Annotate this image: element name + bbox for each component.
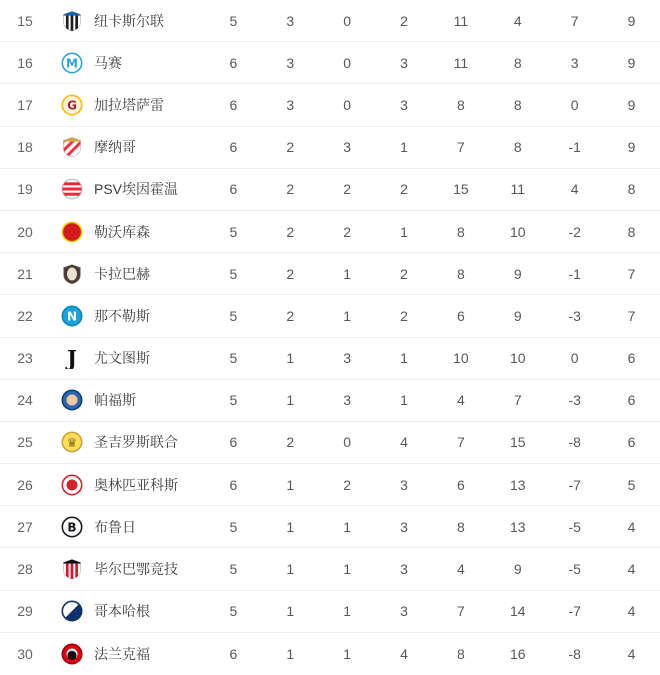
team-name: 帕福斯 xyxy=(94,392,136,409)
stat-draws: 1 xyxy=(343,561,352,578)
rank-number: 18 xyxy=(17,139,33,156)
stat-draws: 2 xyxy=(343,476,352,493)
stat-goals-for: 8 xyxy=(457,96,465,113)
stat-goal-diff: 0 xyxy=(570,350,579,367)
table-row[interactable] xyxy=(0,295,660,337)
team-name: 毕尔巴鄂竞技 xyxy=(94,561,178,578)
table-row[interactable] xyxy=(0,84,660,126)
rank-number: 15 xyxy=(17,12,33,29)
stat-wins: 1 xyxy=(286,645,295,662)
stat-goals-for: 11 xyxy=(453,54,469,71)
table-row[interactable] xyxy=(0,591,660,633)
stat-goals-for: 7 xyxy=(457,139,465,156)
stat-wins: 1 xyxy=(286,350,295,367)
svg-text:B: B xyxy=(67,520,77,535)
table-row[interactable] xyxy=(0,211,660,253)
stat-goals-for: 6 xyxy=(457,307,465,324)
stat-played: 5 xyxy=(229,223,238,240)
stat-draws: 0 xyxy=(343,54,352,71)
stat-points: 9 xyxy=(627,96,636,113)
team-name: 马赛 xyxy=(94,54,122,71)
rank-number: 16 xyxy=(17,54,33,71)
stat-goals-against: 10 xyxy=(510,223,526,240)
team-name: 哥本哈根 xyxy=(94,603,150,620)
table-row[interactable] xyxy=(0,42,660,84)
stat-wins: 2 xyxy=(286,307,295,324)
stat-goals-against: 11 xyxy=(510,181,526,198)
stat-draws: 2 xyxy=(343,223,352,240)
stat-points: 5 xyxy=(627,476,636,493)
stat-goal-diff: -5 xyxy=(568,518,581,535)
stat-played: 6 xyxy=(229,181,238,198)
rank-number: 25 xyxy=(17,434,33,451)
rank-number: 24 xyxy=(17,392,33,409)
rank-number: 26 xyxy=(17,476,33,493)
stat-draws: 0 xyxy=(343,12,352,29)
team-name: 布鲁日 xyxy=(94,518,136,535)
union-saint-gilloise-crest-icon xyxy=(50,431,94,453)
stat-wins: 2 xyxy=(286,265,295,282)
team-name: 卡拉巴赫 xyxy=(94,265,150,282)
stat-goal-diff: -3 xyxy=(568,307,581,324)
table-row[interactable] xyxy=(0,380,660,422)
psv-eindhoven-crest-icon xyxy=(50,178,94,200)
monaco-crest-icon xyxy=(50,136,94,158)
stat-draws: 1 xyxy=(343,265,352,282)
team-name: 尤文图斯 xyxy=(94,350,150,367)
stat-points: 8 xyxy=(627,223,636,240)
team-name: 圣吉罗斯联合 xyxy=(94,434,178,451)
rank-number: 19 xyxy=(17,181,33,198)
stat-goals-for: 7 xyxy=(457,603,465,620)
stat-points: 8 xyxy=(627,181,636,198)
team-name: 纽卡斯尔联 xyxy=(94,12,164,29)
olympiacos-crest-icon xyxy=(50,474,94,496)
galatasaray-crest-icon xyxy=(50,94,94,116)
pafos-crest-icon xyxy=(50,389,94,411)
svg-text:J: J xyxy=(67,347,77,370)
stat-points: 6 xyxy=(627,350,636,367)
rank-number: 27 xyxy=(17,518,33,535)
stat-goals-against: 4 xyxy=(513,12,522,29)
stat-goal-diff: -7 xyxy=(568,476,581,493)
stat-goal-diff: 3 xyxy=(570,54,579,71)
stat-goal-diff: -1 xyxy=(568,139,581,156)
stat-played: 5 xyxy=(229,350,238,367)
stat-points: 4 xyxy=(627,518,636,535)
stat-goal-diff: -8 xyxy=(568,645,581,662)
stat-goal-diff: 7 xyxy=(570,12,579,29)
stat-wins: 1 xyxy=(286,603,295,620)
stat-points: 9 xyxy=(627,12,636,29)
stat-goal-diff: 4 xyxy=(570,181,579,198)
team-name: 摩纳哥 xyxy=(94,139,136,156)
stat-goals-for: 8 xyxy=(457,518,465,535)
stat-goal-diff: -8 xyxy=(568,434,581,451)
table-row[interactable] xyxy=(0,169,660,211)
rank-number: 23 xyxy=(17,350,33,367)
stat-goals-against: 13 xyxy=(510,476,526,493)
stat-played: 5 xyxy=(229,603,238,620)
stat-played: 5 xyxy=(229,518,238,535)
stat-goal-diff: 0 xyxy=(570,96,579,113)
stat-losses: 3 xyxy=(400,603,408,620)
club-brugge-crest-icon xyxy=(50,516,94,538)
rank-number: 22 xyxy=(17,307,33,324)
svg-text:M: M xyxy=(66,56,78,71)
rank-number: 21 xyxy=(17,265,33,282)
stat-wins: 2 xyxy=(286,223,295,240)
stat-losses: 1 xyxy=(400,392,408,409)
stat-played: 6 xyxy=(229,476,238,493)
svg-text:●: ● xyxy=(66,647,78,662)
table-row[interactable] xyxy=(0,338,660,380)
stat-goals-for: 7 xyxy=(457,434,465,451)
stat-losses: 2 xyxy=(400,265,408,282)
table-row[interactable] xyxy=(0,422,660,464)
table-row[interactable] xyxy=(0,253,660,295)
athletic-bilbao-crest-icon xyxy=(50,558,94,580)
rank-number: 28 xyxy=(17,561,33,578)
stat-played: 6 xyxy=(229,645,238,662)
stat-played: 6 xyxy=(229,139,238,156)
stat-losses: 2 xyxy=(400,12,408,29)
stat-wins: 3 xyxy=(286,12,295,29)
stat-losses: 1 xyxy=(400,350,408,367)
stat-wins: 2 xyxy=(286,181,295,198)
juventus-crest-icon xyxy=(50,347,94,369)
stat-wins: 2 xyxy=(286,434,295,451)
stat-points: 7 xyxy=(627,307,636,324)
table-row[interactable] xyxy=(0,464,660,506)
stat-draws: 1 xyxy=(343,603,352,620)
stat-draws: 1 xyxy=(343,307,352,324)
stat-goal-diff: -7 xyxy=(568,603,581,620)
stat-goal-diff: -3 xyxy=(568,392,581,409)
stat-played: 6 xyxy=(229,96,238,113)
stat-losses: 1 xyxy=(400,223,408,240)
stat-played: 5 xyxy=(229,561,238,578)
stat-goals-against: 16 xyxy=(510,645,526,662)
stat-losses: 2 xyxy=(400,181,408,198)
team-name: 那不勒斯 xyxy=(94,307,150,324)
stat-draws: 3 xyxy=(343,392,352,409)
stat-wins: 1 xyxy=(286,561,295,578)
stat-goal-diff: -5 xyxy=(568,561,581,578)
stat-goals-against: 8 xyxy=(513,139,522,156)
stat-goals-against: 10 xyxy=(510,350,526,367)
stat-points: 6 xyxy=(627,392,636,409)
stat-points: 9 xyxy=(627,139,636,156)
eintracht-frankfurt-crest-icon xyxy=(50,643,94,665)
stat-wins: 2 xyxy=(286,139,295,156)
stat-goals-for: 8 xyxy=(457,265,465,282)
table-row[interactable] xyxy=(0,548,660,590)
leverkusen-crest-icon xyxy=(50,221,94,243)
stat-losses: 3 xyxy=(400,518,408,535)
stat-played: 6 xyxy=(229,434,238,451)
team-name: 勒沃库森 xyxy=(94,223,150,240)
stat-draws: 2 xyxy=(343,181,352,198)
rank-number: 17 xyxy=(17,96,33,113)
stat-goals-against: 9 xyxy=(513,307,522,324)
stat-losses: 4 xyxy=(400,645,408,662)
stat-draws: 0 xyxy=(343,434,352,451)
stat-losses: 3 xyxy=(400,476,408,493)
svg-text:G: G xyxy=(67,98,77,113)
table-row[interactable] xyxy=(0,0,660,42)
stat-goals-against: 9 xyxy=(513,265,522,282)
stat-wins: 1 xyxy=(286,476,295,493)
stat-played: 5 xyxy=(229,307,238,324)
team-name: 加拉塔萨雷 xyxy=(94,96,164,113)
stat-goal-diff: -2 xyxy=(568,223,581,240)
stat-losses: 3 xyxy=(400,96,408,113)
stat-goals-for: 11 xyxy=(453,12,469,29)
table-row[interactable] xyxy=(0,506,660,548)
stat-goals-for: 8 xyxy=(457,645,465,662)
svg-text:N: N xyxy=(66,309,78,324)
table-row[interactable] xyxy=(0,633,660,675)
stat-wins: 1 xyxy=(286,518,295,535)
stat-points: 9 xyxy=(627,54,636,71)
team-name: 奥林匹亚科斯 xyxy=(94,476,178,493)
stat-goals-against: 15 xyxy=(510,434,526,451)
stat-points: 4 xyxy=(627,561,636,578)
rank-number: 30 xyxy=(17,645,33,662)
stat-wins: 1 xyxy=(286,392,295,409)
stat-goals-for: 15 xyxy=(453,181,469,198)
stat-played: 6 xyxy=(229,54,238,71)
stat-goals-against: 8 xyxy=(513,96,522,113)
stat-goals-against: 7 xyxy=(513,392,522,409)
stat-goals-for: 10 xyxy=(453,350,469,367)
stat-played: 5 xyxy=(229,392,238,409)
stat-goals-for: 8 xyxy=(457,223,465,240)
stat-wins: 3 xyxy=(286,54,295,71)
stat-points: 7 xyxy=(627,265,636,282)
stat-goals-against: 9 xyxy=(513,561,522,578)
team-name: 法兰克福 xyxy=(94,645,150,662)
newcastle-united-crest-icon xyxy=(50,10,94,32)
stat-points: 4 xyxy=(627,603,636,620)
stat-losses: 3 xyxy=(400,561,408,578)
stat-goals-against: 8 xyxy=(513,54,522,71)
svg-text:♛: ♛ xyxy=(66,435,78,450)
team-name: PSV埃因霍温 xyxy=(94,181,179,198)
table-row[interactable] xyxy=(0,127,660,169)
stat-played: 5 xyxy=(229,265,238,282)
stat-points: 6 xyxy=(627,434,636,451)
stat-losses: 2 xyxy=(400,307,408,324)
stat-losses: 1 xyxy=(400,139,408,156)
rank-number: 20 xyxy=(17,223,33,240)
stat-draws: 1 xyxy=(343,645,352,662)
stat-goal-diff: -1 xyxy=(568,265,581,282)
stat-losses: 4 xyxy=(400,434,408,451)
stat-draws: 3 xyxy=(343,350,352,367)
stat-points: 4 xyxy=(627,645,636,662)
stat-goals-against: 14 xyxy=(510,603,526,620)
stat-goals-against: 13 xyxy=(510,518,526,535)
stat-draws: 3 xyxy=(343,139,352,156)
stat-played: 5 xyxy=(229,12,238,29)
qarabag-crest-icon xyxy=(50,263,94,285)
marseille-crest-icon xyxy=(50,52,94,74)
stat-goals-for: 4 xyxy=(457,392,465,409)
stat-wins: 3 xyxy=(286,96,295,113)
stat-losses: 3 xyxy=(400,54,408,71)
stat-draws: 1 xyxy=(343,518,352,535)
stat-goals-for: 4 xyxy=(457,561,465,578)
napoli-crest-icon xyxy=(50,305,94,327)
stat-goals-for: 6 xyxy=(457,476,465,493)
rank-number: 29 xyxy=(17,603,33,620)
copenhagen-crest-icon xyxy=(50,600,94,622)
stat-draws: 0 xyxy=(343,96,352,113)
